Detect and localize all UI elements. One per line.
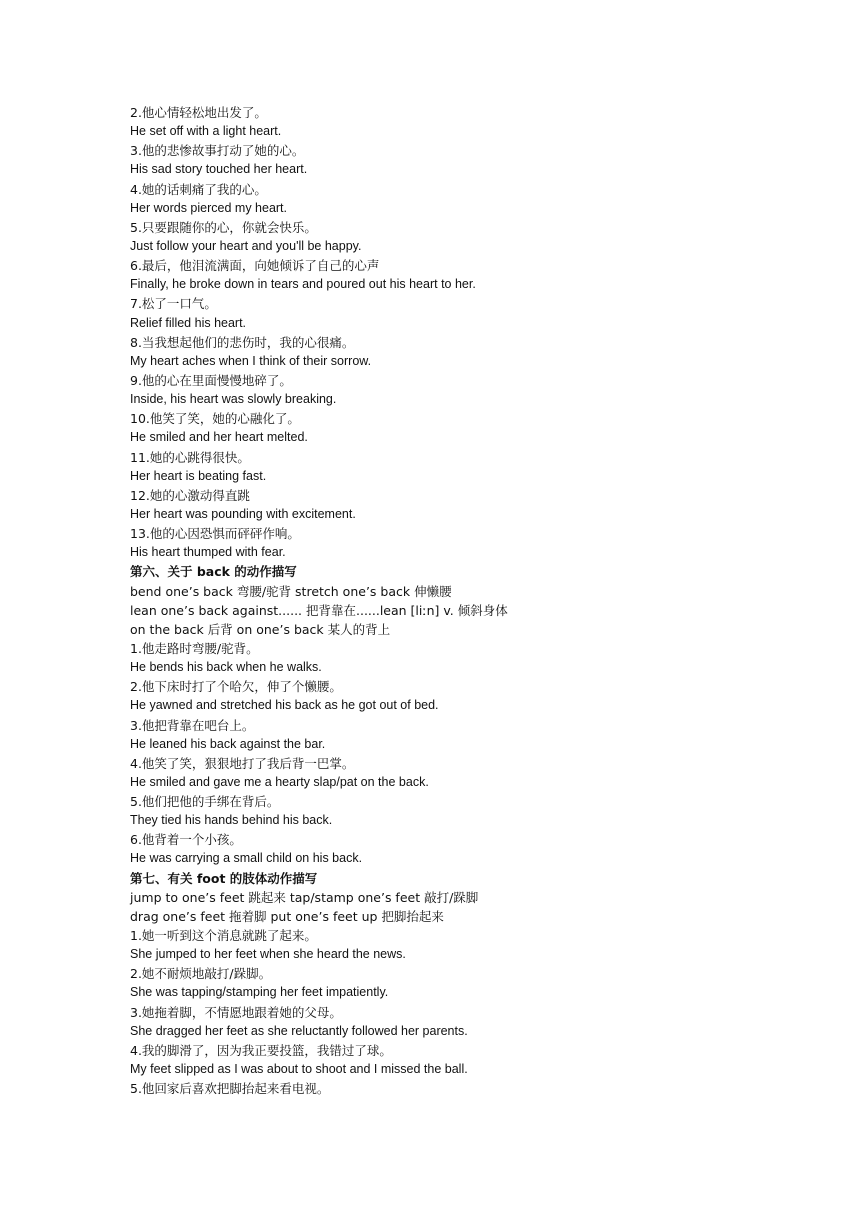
chinese-sentence: 4.我的脚滑了，因为我正要投篮，我错过了球。 [130,1042,392,1058]
chinese-sentence: 3.他的悲惨故事打动了她的心。 [130,143,305,159]
phrase-definition: bend one’s back 弯腰/驼背 stretch one’s back 伸懒腰 [130,583,452,599]
chinese-sentence: 6.最后，他泪流满面，向她倾诉了自己的心声 [130,258,380,274]
chinese-sentence: 4.他笑了笑，狠狠地打了我后背一巴掌。 [130,755,355,771]
english-translation: He set off with a light heart. [130,124,282,139]
chinese-sentence: 2.他心情轻松地出发了。 [130,105,267,120]
english-translation: He was carrying a small child on his back. [130,851,363,866]
english-translation: Relief filled his heart. [130,315,247,330]
chinese-sentence: 11.她的心跳得很快。 [130,449,250,465]
chinese-sentence: 12.她的心激动得直跳 [130,487,250,503]
chinese-sentence: 5.只要跟随你的心，你就会快乐。 [130,219,317,235]
english-translation: My heart aches when I think of their sorrow. [130,353,372,368]
english-translation: He smiled and gave me a hearty slap/pat on the back. [130,774,429,789]
chinese-sentence: 4.她的话刺痛了我的心。 [130,181,267,197]
english-translation: Her heart is beating fast. [130,468,267,483]
chinese-sentence: 13.他的心因恐惧而砰砰作响。 [130,526,300,542]
chinese-sentence: 10.他笑了笑，她的心融化了。 [130,411,300,427]
chinese-sentence: 2.她不耐烦地敲打/跺脚。 [130,966,272,982]
chinese-sentence: 1.她一听到这个消息就跳了起来。 [130,928,317,944]
english-translation: His heart thumped with fear. [130,545,286,560]
chinese-sentence: 5.他们把他的手绑在背后。 [130,794,280,810]
english-translation: She jumped to her feet when she heard the news. [130,947,406,962]
english-translation: Finally, he broke down in tears and poured out his heart to her. [130,277,476,292]
english-translation: He smiled and her heart melted. [130,430,308,445]
chinese-sentence: 5.他回家后喜欢把脚抬起来看电视。 [130,1081,330,1097]
english-translation: They tied his hands behind his back. [130,813,333,828]
english-translation: She was tapping/stamping her feet impatiently. [130,985,389,1000]
english-translation: He bends his back when he walks. [130,660,322,675]
english-translation: Just follow your heart and you'll be happy. [130,238,362,253]
english-translation: Inside, his heart was slowly breaking. [130,392,337,407]
phrase-definition: drag one’s feet 拖着脚 put one’s feet up 把脚抬起来 [130,908,444,924]
chinese-sentence: 6.他背着一个小孩。 [130,832,242,848]
chinese-sentence: 8.当我想起他们的悲伤时，我的心很痛。 [130,334,355,350]
english-translation: She dragged her feet as she reluctantly followed her parents. [130,1023,468,1038]
section-heading: 第七、有关 foot 的肢体动作描写 [130,870,318,886]
chinese-sentence: 3.她拖着脚，不情愿地跟着她的父母。 [130,1004,342,1020]
chinese-sentence: 2.他下床时打了个哈欠，伸了个懒腰。 [130,679,342,695]
english-translation: Her words pierced my heart. [130,200,288,215]
english-translation: He leaned his back against the bar. [130,736,326,751]
chinese-sentence: 1.他走路时弯腰/驼背。 [130,640,259,656]
english-translation: He yawned and stretched his back as he got out of bed. [130,698,439,713]
phrase-definition: on the back 后背 on one’s back 某人的背上 [130,621,391,637]
section-heading: 第六、关于 back 的动作描写 [130,564,297,580]
english-translation: Her heart was pounding with excitement. [130,506,356,521]
chinese-sentence: 9.他的心在里面慢慢地碎了。 [130,372,292,388]
chinese-sentence: 3.他把背靠在吧台上。 [130,717,255,733]
english-translation: My feet slipped as I was about to shoot and I missed the ball. [130,1062,468,1077]
english-translation: His sad story touched her heart. [130,162,308,177]
phrase-definition: lean one’s back against...... 把背靠在......lean [liːn] v. 倾斜身体 [130,602,508,618]
phrase-definition: jump to one’s feet 跳起来 tap/stamp one’s feet 敲打/跺脚 [130,889,479,905]
document-page [130,103,830,1098]
chinese-sentence: 7.松了一口气。 [130,296,217,312]
